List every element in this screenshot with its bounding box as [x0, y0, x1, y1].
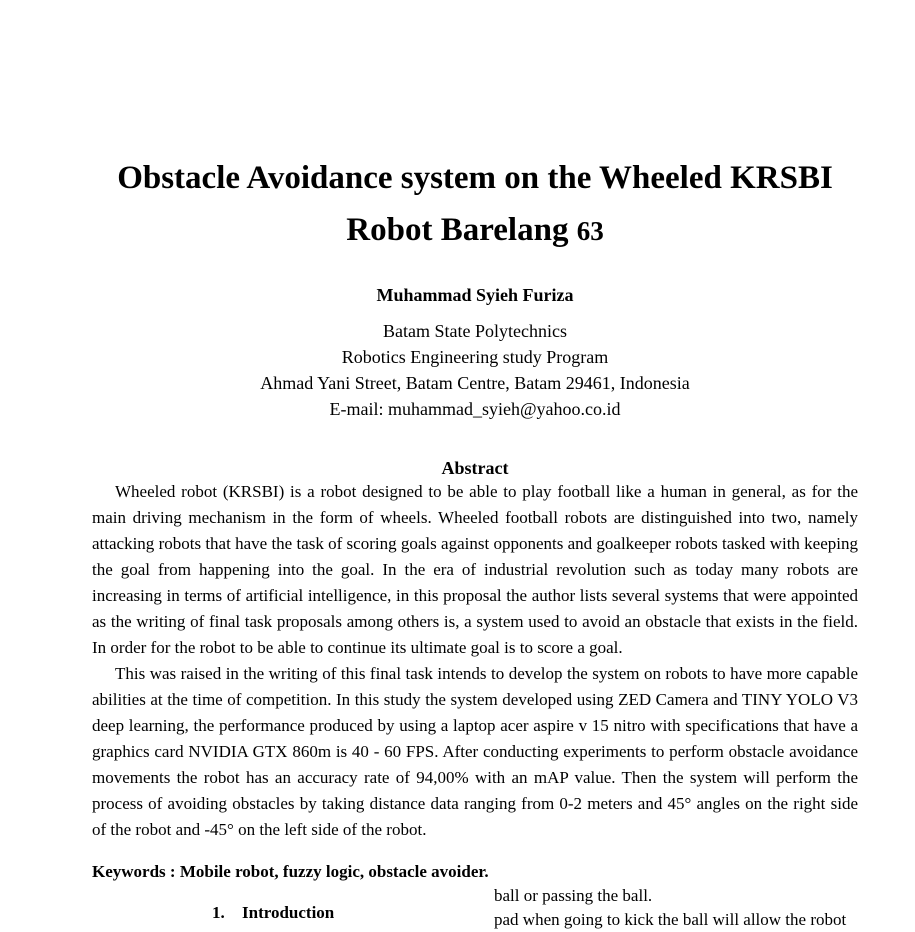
paper-title	[60, 152, 890, 257]
section-number: 1.	[212, 903, 225, 922]
column-text-line: pad when going to kick the ball will allow the robot	[494, 910, 847, 929]
affiliation-block	[0, 318, 915, 422]
title-line-2	[60, 204, 890, 257]
right-column-text	[494, 884, 858, 932]
affiliation-program: Robotics Engineering study Program	[341, 347, 609, 367]
title-line-2-text: Robot Barelang	[346, 212, 569, 248]
title-line-2-number: 63	[576, 216, 604, 246]
section-heading-introduction	[212, 902, 334, 924]
author-name: Muhammad Syieh Furiza	[376, 285, 574, 305]
affiliation-address: Ahmad Yani Street, Batam Centre, Batam 29461, Indonesia	[260, 373, 690, 393]
title-line-1: Obstacle Avoidance system on the Wheeled KRSBI	[117, 160, 833, 196]
abstract-paragraph: Wheeled robot (KRSBI) is a robot designed to be able to play football like a human in general, as for the main driving mechanism in the form of wheels. Wheeled football robots are distinguished into two, namely attacking robots that have the task of scoring goals against opponents and goalkeeper robots tasked with keeping the goal from happening into the goal. In the era of industrial revolution such as today many robots are increasing in terms of artificial intelligence, in this proposal the author lists several systems that were appointed as the writing of final task proposals among others is, a system used to avoid an obstacle that exists in the field. In order for the robot to be able to continue its ultimate goal is to score a goal.	[92, 482, 858, 657]
affiliation-institution: Batam State Polytechnics	[383, 321, 567, 341]
column-text-line: ball or passing the ball.	[494, 886, 653, 905]
abstract-heading: Abstract	[441, 458, 509, 478]
affiliation-email: E-mail: muhammad_syieh@yahoo.co.id	[329, 399, 621, 419]
abstract-paragraph: This was raised in the writing of this final task intends to develop the system on robots to have more capable abilities at the time of competition. In this study the system developed using ZED Camera and TINY YOLO V3 deep learning, the performance produced by using a laptop acer aspire v 15 nitro with specifications that have a graphics card NVIDIA GTX 860m is 40 - 60 FPS. After conducting experiments to perform obstacle avoidance movements the robot has an accuracy rate of 94,00% with an mAP value. Then the system will perform the process of avoiding obstacles by taking distance data ranging from 0-2 meters and 45° angles on the right side of the robot and -45° on the left side of the robot.	[92, 664, 858, 839]
abstract-body	[92, 479, 858, 843]
section-title: Introduction	[242, 903, 335, 922]
keywords: Keywords : Mobile robot, fuzzy logic, obstacle avoider.	[92, 862, 489, 881]
